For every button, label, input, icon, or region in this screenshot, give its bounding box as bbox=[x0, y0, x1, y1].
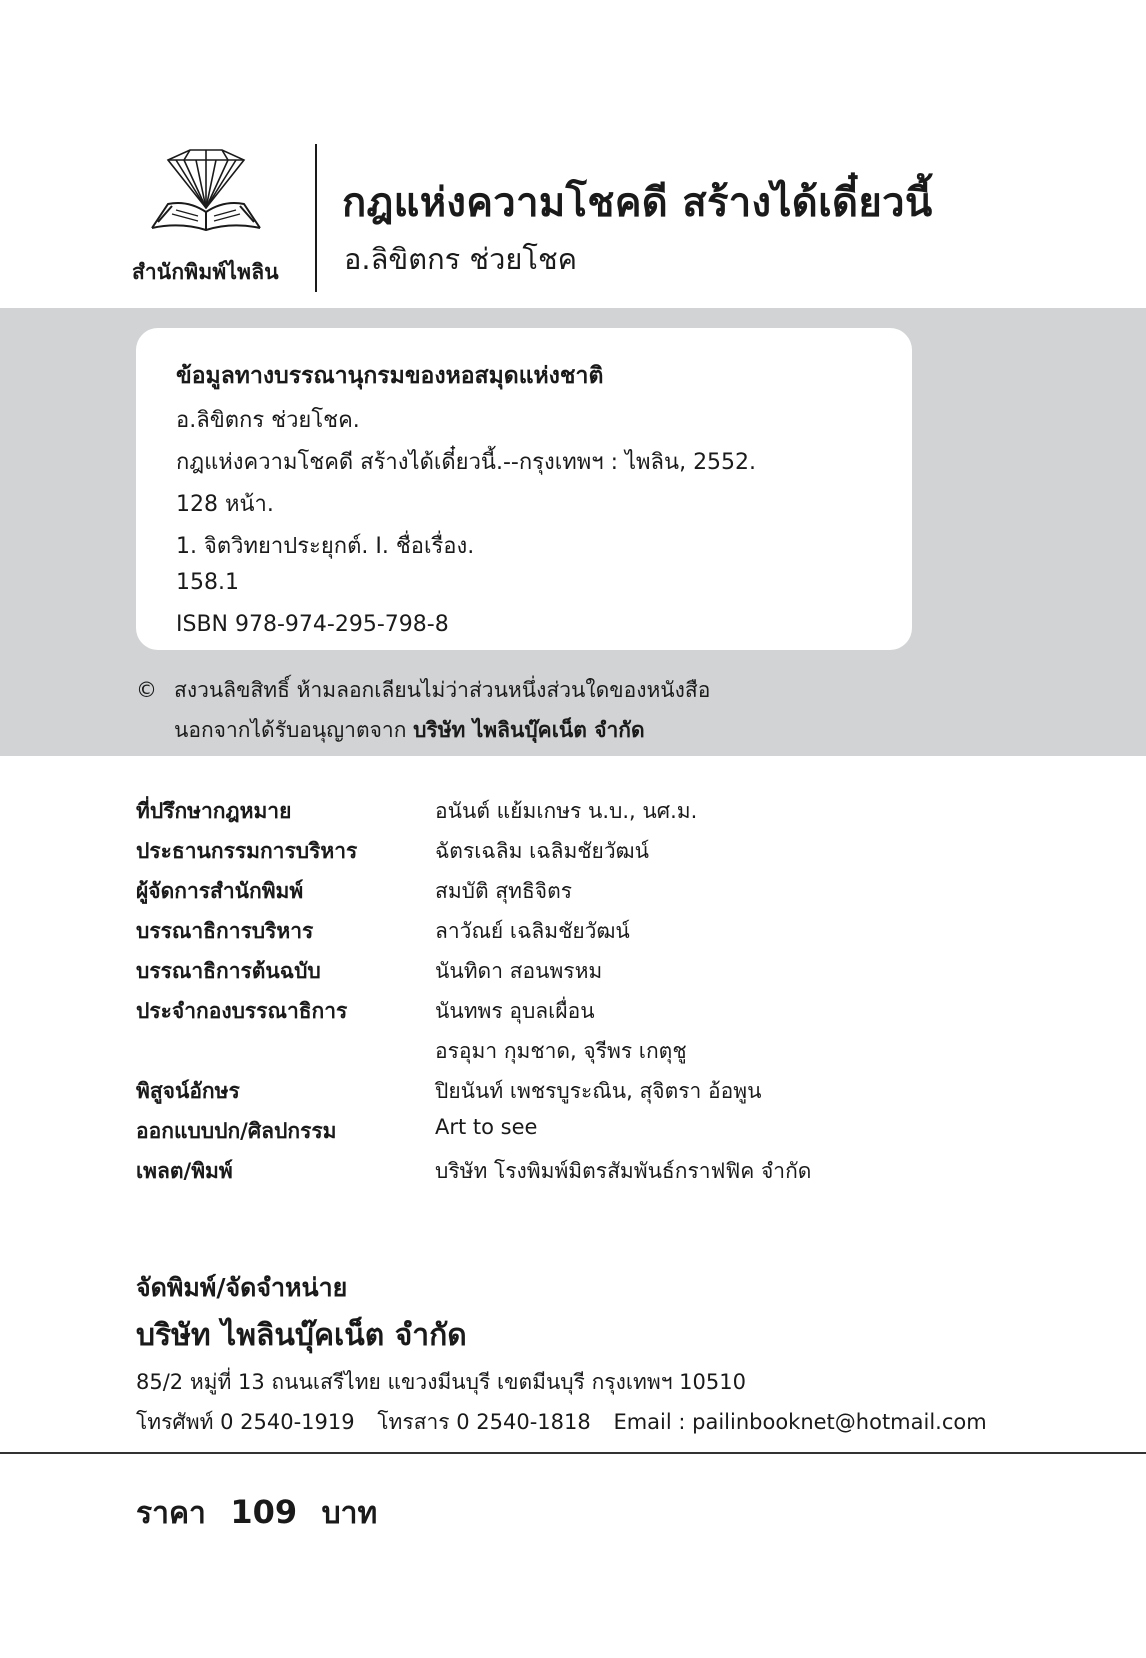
credit-row bbox=[136, 955, 1036, 995]
book-title: กฎแห่งความโชคดี สร้างได้เดี๋ยวนี้ bbox=[342, 180, 933, 226]
credit-role: เพลต/พิมพ์ bbox=[136, 1159, 233, 1183]
credit-role: พิสูจน์อักษร bbox=[136, 1079, 240, 1103]
cip-classification: 158.1 bbox=[176, 570, 239, 595]
cip-isbn: ISBN 978-974-295-798-8 bbox=[176, 612, 449, 637]
credit-name: ปิยนันท์ เพชรบูระณิน, สุจิตรา อ้อพูน bbox=[435, 1079, 762, 1103]
credit-row bbox=[136, 915, 1036, 955]
fax-number: โทรสาร 0 2540-1818 bbox=[377, 1410, 591, 1434]
publisher-name: สำนักพิมพ์ไพลิน bbox=[132, 260, 279, 284]
price bbox=[136, 1490, 391, 1537]
credit-role: บรรณาธิการบริหาร bbox=[136, 919, 314, 943]
phone-number: โทรศัพท์ 0 2540-1919 bbox=[136, 1410, 355, 1434]
diamond-book-logo-icon bbox=[146, 146, 266, 238]
credit-row bbox=[136, 835, 1036, 875]
copyright-text: สงวนลิขสิทธิ์ ห้ามลอกเลียนไม่ว่าส่วนหนึ่งส่วนใดของหนังสือ bbox=[174, 678, 711, 702]
cip-author: อ.ลิขิตกร ช่วยโชค. bbox=[176, 408, 360, 433]
cip-heading: ข้อมูลทางบรรณานุกรมของหอสมุดแห่งชาติ bbox=[176, 363, 604, 389]
copyright-permission-text: นอกจากได้รับอนุญาตจาก bbox=[174, 718, 407, 742]
copyright-company: บริษัท ไพลินบุ๊คเน็ต จำกัด bbox=[413, 718, 645, 742]
credit-name: ลาวัณย์ เฉลิมชัยวัฒน์ bbox=[435, 919, 630, 943]
cip-subjects: 1. จิตวิทยาประยุกต์. I. ชื่อเรื่อง. bbox=[176, 534, 475, 559]
credit-role: ประจำกองบรรณาธิการ bbox=[136, 999, 348, 1023]
distribution-company: บริษัท ไพลินบุ๊คเน็ต จำกัด bbox=[136, 1318, 467, 1353]
credit-row bbox=[136, 1035, 1036, 1075]
credit-role: ออกแบบปก/ศิลปกรรม bbox=[136, 1119, 337, 1143]
email-address: Email : pailinbooknet@hotmail.com bbox=[613, 1410, 987, 1434]
credits-list bbox=[136, 795, 1036, 1195]
publisher-logo bbox=[132, 146, 302, 284]
credit-name: สมบัติ สุทธิจิตร bbox=[435, 879, 573, 903]
credit-row bbox=[136, 995, 1036, 1035]
credit-row bbox=[136, 875, 1036, 915]
price-value: 109 bbox=[230, 1493, 298, 1531]
credit-row bbox=[136, 1075, 1036, 1115]
credit-name: Art to see bbox=[435, 1115, 538, 1139]
credit-name: อรอุมา กุมชาด, จุรีพร เกตุชู bbox=[435, 1039, 687, 1063]
credit-name: บริษัท โรงพิมพ์มิตรสัมพันธ์กราฟฟิค จำกัด bbox=[435, 1159, 812, 1183]
distribution-contact bbox=[136, 1406, 1003, 1439]
credit-row bbox=[136, 795, 1036, 835]
credit-row bbox=[136, 1115, 1036, 1155]
footer-divider bbox=[0, 1452, 1146, 1454]
credit-name: อนันต์ แย้มเกษร น.บ., นศ.ม. bbox=[435, 799, 698, 823]
credit-row bbox=[136, 1155, 1036, 1195]
copyright-line-1 bbox=[136, 670, 710, 710]
price-label: ราคา bbox=[136, 1496, 206, 1531]
cip-box bbox=[136, 328, 912, 650]
distribution-address: 85/2 หมู่ที่ 13 ถนนเสรีไทย แขวงมีนบุรี เขตมีนบุรี กรุงเทพฯ 10510 bbox=[136, 1370, 746, 1394]
book-author: อ.ลิขิตกร ช่วยโชค bbox=[344, 242, 578, 276]
credit-name: นันทพร อุบลเผื่อน bbox=[435, 999, 595, 1023]
header-divider bbox=[315, 144, 317, 292]
price-unit: บาท bbox=[321, 1496, 378, 1531]
credit-name: นันทิดา สอนพรหม bbox=[435, 959, 603, 983]
cip-pages: 128 หน้า. bbox=[176, 492, 274, 517]
copyright-notice bbox=[136, 670, 710, 750]
copyright-symbol: © bbox=[136, 678, 157, 702]
cip-title-imprint: กฎแห่งความโชคดี สร้างได้เดี๋ยวนี้.--กรุงเทพฯ : ไพลิน, 2552. bbox=[176, 450, 757, 475]
credit-role: บรรณาธิการต้นฉบับ bbox=[136, 959, 321, 983]
credit-role: ผู้จัดการสำนักพิมพ์ bbox=[136, 879, 304, 903]
credit-role: ประธานกรรมการบริหาร bbox=[136, 839, 358, 863]
credit-name: ฉัตรเฉลิม เฉลิมชัยวัฒน์ bbox=[435, 839, 649, 863]
credit-role: ที่ปรึกษากฎหมาย bbox=[136, 799, 292, 823]
distribution-heading: จัดพิมพ์/จัดจำหน่าย bbox=[136, 1273, 348, 1302]
copyright-line-2 bbox=[136, 710, 710, 750]
